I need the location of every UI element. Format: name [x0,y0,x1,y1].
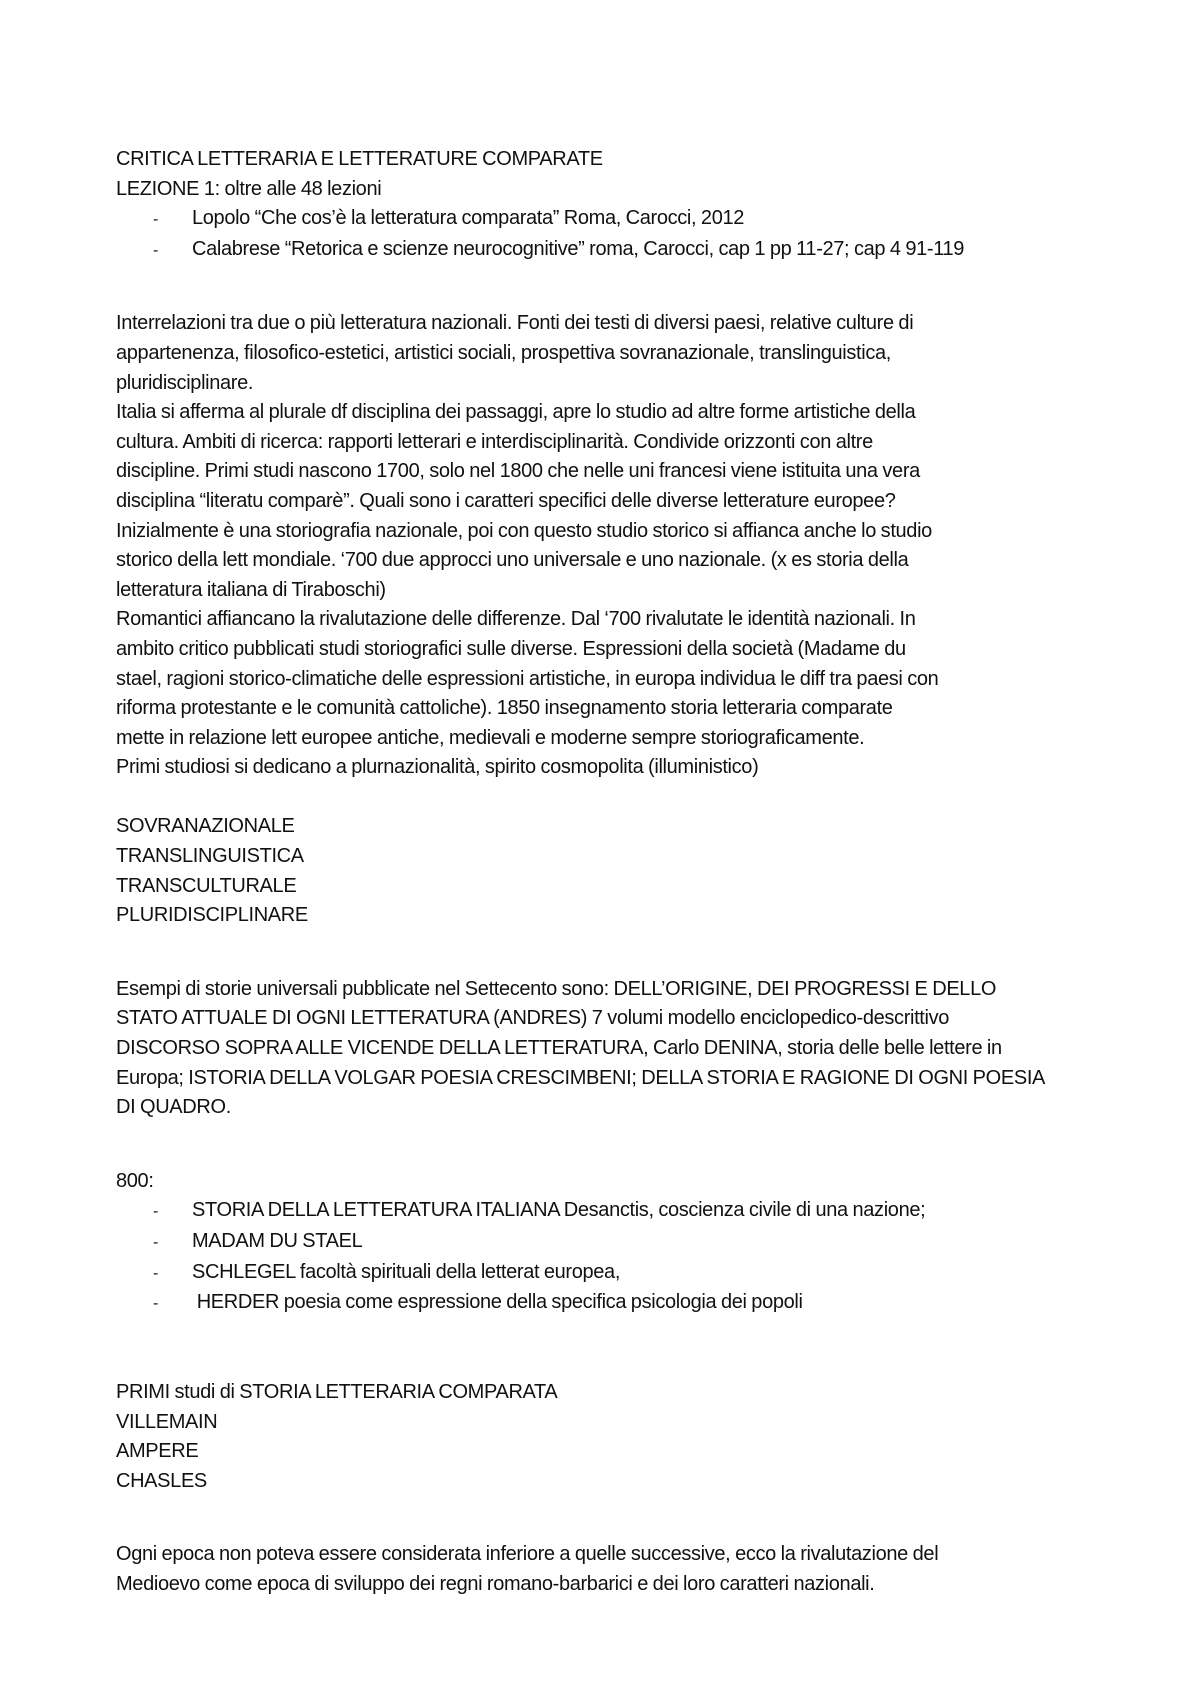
text-line: Interrelazioni tra due o più letteratura nazionali. Fonti dei testi di diversi paesi, relative culture di [116,312,914,335]
list-item [116,1288,1116,1319]
list-item [116,1227,1116,1258]
text-line: Primi studiosi si dedicano a plurnazionalità, spirito cosmopolita (illuministico) [116,756,759,779]
spacer [116,931,1116,975]
list-item-text: STORIA DELLA LETTERATURA ITALIANA Desanctis, coscienza civile di una nazione; [192,1199,926,1222]
text-line: appartenenza, filosofico-estetici, artistici sociali, prospettiva sovranazionale, translinguistica, [116,341,891,364]
reference-text: Lopolo “Che cos’è la letteratura comparata” Roma, Carocci, 2012 [192,207,745,230]
author-name: VILLEMAIN [116,1410,218,1433]
bullet-marker: - [153,1234,158,1251]
text-line: letteratura italiana di Tiraboschi) [116,578,386,601]
text-line: Inizialmente è una storiografia nazionale, poi con questo studio storico si affianca anche lo studio [116,519,932,542]
list-item-text: MADAM DU STAEL [192,1230,363,1252]
list-item [116,1196,1116,1227]
text-line: STATO ATTUALE DI OGNI LETTERATURA (ANDRES) 7 volumi modello enciclopedico-descrittivo [116,1007,950,1030]
keyword: TRANSLINGUISTICA [116,845,304,868]
list-item-text: HERDER poesia come espressione della specifica psicologia dei popoli [192,1291,803,1314]
text-line: DI QUADRO. [116,1096,231,1119]
text-line: Esempi di storie universali pubblicate nel Settecento sono: DELL’ORIGINE, DEI PROGRESSI E DELLO [116,977,997,1000]
spacer [116,1496,1116,1540]
text-line: pluridisciplinare. [116,371,254,394]
text-line: riforma protestante e le comunità cattoliche). 1850 insegnamento storia letteraria comparate [116,697,893,720]
paragraph-storie-universali [116,975,1116,1123]
list-item [116,1258,1116,1289]
text-line: Europa; ISTORIA DELLA VOLGAR POESIA CRESCIMBENI; DELLA STORIA E RAGIONE DI OGNI POESIA [116,1066,1046,1089]
bullet-marker: - [153,211,158,229]
text-line: mette in relazione lett europee antiche, medievali e moderne sempre storiograficamente. [116,726,865,749]
paragraph-medioevo [116,1540,1116,1599]
document-title: CRITICA LETTERARIA E LETTERATURE COMPARATE [116,148,603,170]
text-line: ambito critico pubblicati studi storiografici sulle diverse. Espressioni della società (Madame du [116,637,906,660]
author-name: CHASLES [116,1469,207,1492]
first-studies-heading: PRIMI studi di STORIA LETTERARIA COMPARATA [116,1380,558,1403]
spacer [116,1123,1116,1167]
text-line: storico della lett mondiale. ‘700 due approcci uno universale e uno nazionale. (x es storia della [116,549,909,572]
text-line: cultura. Ambiti di ricerca: rapporti letterari e interdisciplinarità. Condivide orizzonti con altre [116,430,873,453]
list-item-text: SCHLEGEL facoltà spirituali della letterat europea, [192,1260,621,1283]
spacer [116,1319,1116,1349]
list-item [116,235,1116,266]
bullet-marker: - [153,1295,158,1313]
document-body [116,145,1116,1600]
text-line: disciplina “literatu comparè”. Quali sono i caratteri specifici delle diverse letterature europee? [116,489,896,512]
text-line: Medioevo come epoca di sviluppo dei regni romano-barbarici e dei loro caratteri nazionali. [116,1572,875,1595]
paragraph-interrelazioni [116,309,1116,783]
section-800-list [116,1196,1116,1318]
text-line: DISCORSO SOPRA ALLE VICENDE DELLA LETTERATURA, Carlo DENINA, storia delle belle lettere in [116,1037,1002,1060]
text-line: stael, ragioni storico-climatiche delle espressioni artistiche, in europa individua le diff tra paesi con [116,667,939,690]
text-line: discipline. Primi studi nascono 1700, solo nel 1800 che nelle uni francesi viene istituita una vera [116,460,920,483]
spacer [116,1348,1116,1378]
bullet-marker: - [153,1264,158,1282]
first-studies-list [116,1408,1116,1497]
bullet-marker: - [153,1203,158,1221]
lesson-heading: LEZIONE 1: oltre alle 48 lezioni [116,177,382,200]
bullet-marker: - [153,241,158,259]
section-800-heading: 800: [116,1169,154,1192]
references-list [116,204,1116,265]
spacer [116,783,1116,813]
reference-text: Calabrese “Retorica e scienze neurocognitive” roma, Carocci, cap 1 pp 11-27; cap 4 91-119 [192,237,965,260]
text-line: Romantici affiancano la rivalutazione delle differenze. Dal ‘700 rivalutate le identità nazionali. In [116,608,916,631]
keyword: TRANSCULTURALE [116,874,297,897]
list-item [116,204,1116,235]
keywords-list [116,812,1116,930]
author-name: AMPERE [116,1440,199,1463]
spacer [116,265,1116,309]
text-line: Ogni epoca non poteva essere considerata inferiore a quelle successive, ecco la rivalutazione del [116,1543,939,1566]
text-line: Italia si afferma al plurale df disciplina dei passaggi, apre lo studio ad altre forme artistiche della [116,401,916,424]
keyword: PLURIDISCIPLINARE [116,904,308,927]
keyword: SOVRANAZIONALE [116,815,295,838]
